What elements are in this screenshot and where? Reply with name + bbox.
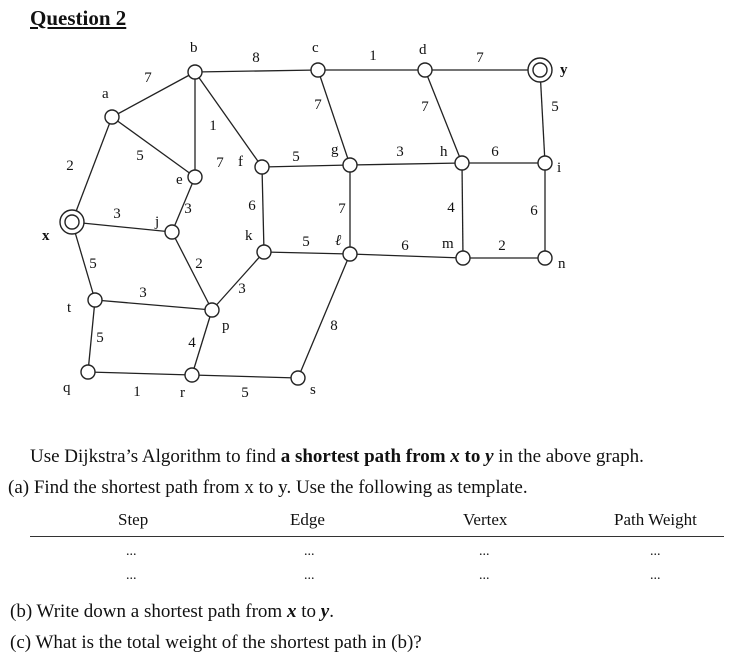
edge-weight-l-m: 6 [401, 238, 409, 254]
table-cell: ... [126, 568, 137, 583]
node-label-g: g [331, 142, 339, 158]
node-b [188, 65, 202, 79]
node-k [257, 245, 271, 259]
node-n [538, 251, 552, 265]
edge-weight-f-g: 5 [292, 149, 300, 165]
node-label-x: x [42, 228, 50, 244]
table-cell: ... [479, 568, 490, 583]
edge-weight-e-j: 3 [184, 201, 192, 217]
node-label-d: d [419, 42, 427, 58]
node-label-b: b [190, 40, 198, 56]
edge-t-q [88, 300, 95, 372]
edge-weight-i-n: 6 [530, 203, 538, 219]
part-b-before: (b) Write down a shortest path from [10, 601, 287, 622]
node-x [65, 215, 79, 229]
node-s [291, 371, 305, 385]
edge-h-m [462, 163, 463, 258]
edge-weight-q-r: 1 [133, 384, 141, 400]
edge-b-c [195, 70, 318, 72]
table-cell: ... [479, 544, 490, 559]
edge-g-h [350, 163, 462, 165]
table-cell: ... [650, 544, 661, 559]
edge-weight-b-f: 7 [216, 155, 224, 171]
node-h [455, 156, 469, 170]
node-label-a: a [102, 86, 109, 102]
node-label-t: t [67, 300, 72, 316]
edge-a-e [112, 117, 195, 177]
node-m [456, 251, 470, 265]
node-label-r: r [180, 385, 185, 401]
edge-weight-r-s: 5 [241, 385, 249, 401]
edge-l-s [298, 254, 350, 378]
node-label-s: s [310, 382, 316, 398]
node-label-e: e [176, 172, 183, 188]
edge-x-a [72, 117, 112, 222]
node-label-i: i [557, 160, 562, 176]
part-a-text: (a) Find the shortest path from x to y. Use the following as template. [8, 477, 528, 498]
instruction-to: to [459, 446, 486, 467]
node-d [418, 63, 432, 77]
table-cell: ... [650, 568, 661, 583]
part-b-after: . [329, 601, 334, 622]
edge-weight-t-q: 5 [96, 330, 104, 346]
edge-weight-b-c: 8 [252, 50, 260, 66]
node-label-l: ℓ [335, 233, 342, 249]
edge-weight-m-n: 2 [498, 238, 506, 254]
edge-weight-b-e: 1 [209, 118, 217, 134]
edge-weight-d-h: 7 [421, 99, 429, 115]
instruction-after: in the above graph. [493, 446, 644, 467]
edge-weight-k-l: 5 [302, 234, 310, 250]
instruction-bold: a shortest path from [280, 446, 451, 467]
node-label-p: p [222, 318, 230, 334]
table-cell: ... [304, 568, 315, 583]
edge-weight-p-r: 4 [188, 335, 196, 351]
edge-r-s [192, 375, 298, 378]
part-b-to: to [296, 601, 321, 622]
graph-nodes [60, 58, 552, 385]
node-label-j: j [155, 214, 160, 230]
edge-weight-c-g: 7 [314, 97, 322, 113]
node-p [205, 303, 219, 317]
node-label-k: k [245, 228, 253, 244]
edge-t-p [95, 300, 212, 310]
edge-weight-j-p: 2 [195, 256, 203, 272]
node-y [533, 63, 547, 77]
header-edge: Edge [290, 510, 325, 529]
edge-l-m [350, 254, 463, 258]
edge-weights [66, 48, 562, 401]
table-cell: ... [304, 544, 315, 559]
edge-weight-f-k: 6 [248, 198, 256, 214]
table-cell: ... [126, 544, 137, 559]
edge-weight-a-e: 5 [136, 148, 144, 164]
node-f [255, 160, 269, 174]
edge-weight-x-t: 5 [89, 256, 97, 272]
node-q [81, 365, 95, 379]
node-label-y: y [560, 62, 568, 78]
edge-weight-l-s: 8 [330, 318, 338, 334]
instruction-text [30, 446, 644, 468]
edge-k-l [264, 252, 350, 254]
node-r [185, 368, 199, 382]
edge-q-r [88, 372, 192, 375]
node-label-f: f [238, 154, 243, 170]
node-label-h: h [440, 144, 448, 160]
edge-f-g [262, 165, 350, 167]
instruction-before: Use Dijkstra’s Algorithm to find [30, 446, 281, 467]
node-j [165, 225, 179, 239]
edge-weight-c-d: 1 [369, 48, 377, 64]
graph-edges [72, 70, 545, 378]
edge-weight-x-j: 3 [113, 206, 121, 222]
edge-weight-x-a: 2 [66, 158, 74, 174]
edge-b-f [195, 72, 262, 167]
node-e [188, 170, 202, 184]
node-label-n: n [558, 256, 566, 272]
node-c [311, 63, 325, 77]
edge-weight-a-b: 7 [144, 70, 152, 86]
node-label-m: m [442, 236, 454, 252]
node-g [343, 158, 357, 172]
node-labels [42, 40, 568, 401]
part-b-x: x [286, 601, 297, 622]
edge-y-i [540, 70, 545, 163]
header-step: Step [118, 510, 149, 529]
table-rule [30, 536, 724, 537]
question-heading: Question 2 [30, 6, 127, 30]
edge-weight-g-l: 7 [338, 201, 346, 217]
node-label-q: q [63, 380, 71, 396]
part-c-text: (c) What is the total weight of the shortest path in (b)? [10, 632, 422, 653]
node-i [538, 156, 552, 170]
part-b-y: y [320, 601, 330, 622]
edge-a-b [112, 72, 195, 117]
edge-weight-h-m: 4 [447, 200, 455, 216]
node-label-c: c [312, 40, 319, 56]
edge-j-p [172, 232, 212, 310]
instruction-x: x [450, 446, 460, 467]
edge-weight-g-h: 3 [396, 144, 404, 160]
edge-weight-k-p: 3 [238, 281, 246, 297]
instruction-y: y [485, 446, 494, 467]
part-b-text [10, 601, 334, 623]
edge-weight-d-y: 7 [476, 50, 484, 66]
edge-weight-y-i: 5 [551, 99, 559, 115]
edge-weight-t-p: 3 [139, 285, 147, 301]
edge-f-k [262, 167, 264, 252]
node-t [88, 293, 102, 307]
edge-weight-h-i: 6 [491, 144, 499, 160]
header-vertex: Vertex [463, 510, 508, 529]
node-a [105, 110, 119, 124]
header-path-weight: Path Weight [614, 510, 697, 529]
node-l [343, 247, 357, 261]
